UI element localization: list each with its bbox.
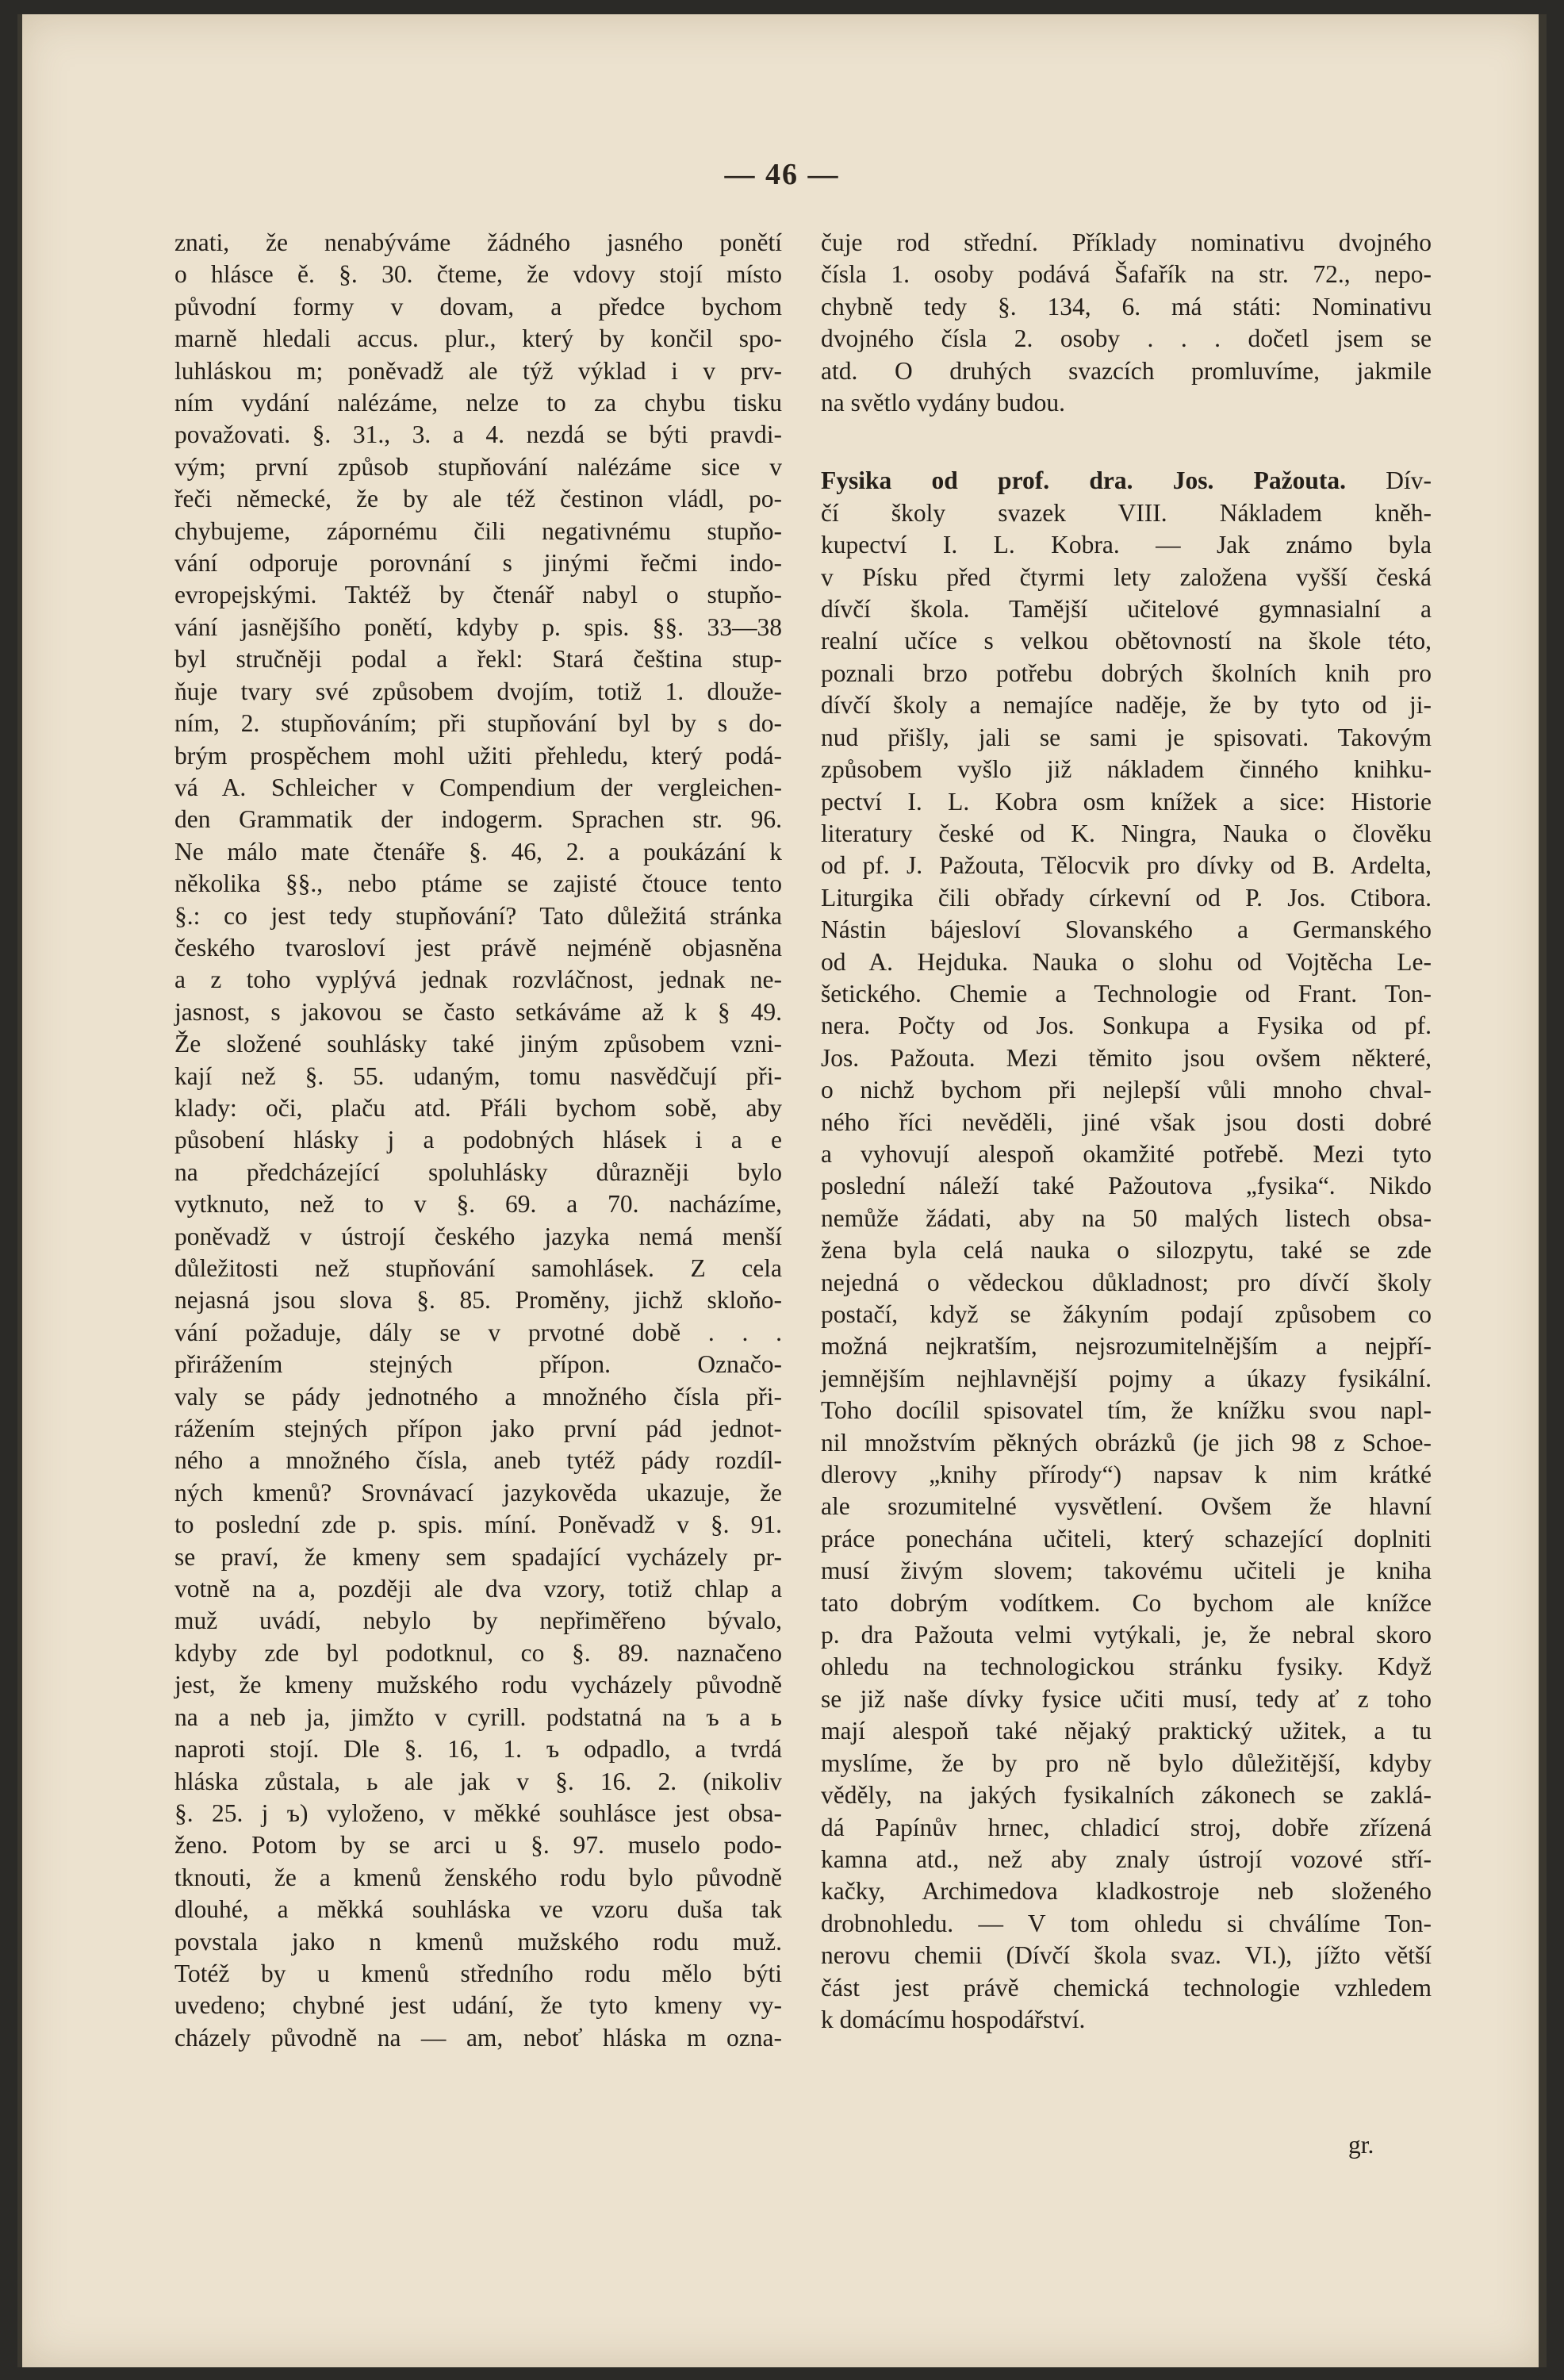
text-line: věděly, na jakých fysikalních zákonech se zaklá- [821,1781,1432,1810]
text-line: realní učíce s velkou obětovností na škole této, [821,627,1432,655]
text-line: kupectví I. L. Kobra. — Jak známo byla [821,531,1432,559]
text-line: část jest právě chemická technologie vzhledem [821,1973,1432,2002]
text-line: práce ponechána učiteli, který schazející doplniti [821,1524,1432,1553]
text-line: nejedná o vědeckou důkladnost; pro dívčí školy [821,1268,1432,1296]
text-line: a vyhovují alespoň okamžité potřebě. Mezi tyto [821,1139,1432,1168]
text-line: o hlásce ě. §. 30. čteme, že vdovy stojí místo [174,260,782,289]
text-line: v Písku před čtyrmi lety založena vyšší česká [821,562,1432,591]
review-continuation [821,227,1432,419]
text-line: nemůže žádati, aby na 50 malých listech obsa- [821,1203,1432,1232]
text-line: na předcházející spoluhlásky důrazněji bylo [174,1157,782,1186]
text-line: vá A. Schleicher v Compendium der vergleichen- [174,773,782,801]
text-line: pectví I. L. Kobra osm knížek a sice: Historie [821,787,1432,816]
text-line: poněvadž v ústrojí českého jazyka nemá menší [174,1222,782,1250]
text-line: kají než §. 55. udaným, tomu nasvědčují při- [174,1061,782,1090]
text-line: kačky, Archimedova kladkostroje neb složeného [821,1877,1432,1906]
text-line: Nástin bájesloví Slovanského a Germanského [821,916,1432,944]
text-line: Liturgika čili obřady církevní od P. Jos. Ctibora. [821,883,1432,912]
text-line: Jos. Pažouta. Mezi těmito jsou ovšem některé, [821,1043,1432,1072]
text-line: §. 25. j ъ) vyloženo, v měkké souhlásce jest obsa- [174,1798,782,1827]
text-line: kdyby zde byl podotknul, co §. 89. naznačeno [174,1638,782,1667]
text-line: Že složené souhlásky také jiným způsobem vzni- [174,1030,782,1058]
text-line: chybně tedy §. 134, 6. má státi: Nominativu [821,292,1432,321]
text-line: šetického. Chemie a Technologie od Frant. Ton- [821,979,1432,1008]
text-line: literatury české od K. Ningra, Nauka o člověku [821,819,1432,847]
text-line: Toho docílil spisovatel tím, že knížku svou napl- [821,1396,1432,1425]
text-line: od A. Hejduka. Nauka o slohu od Vojtěcha Le- [821,947,1432,976]
text-line: znati, že nenabýváme žádného jasného ponětí [174,228,782,256]
text-line: drobnohledu. — V tom ohledu si chválíme Ton- [821,1909,1432,1937]
text-line: působení hlásky j a podobných hlásek i a e [174,1126,782,1154]
text-line: řeči německé, že by ale též čestinon vládl, po- [174,485,782,513]
text-line: naproti stojí. Dle §. 16, 1. ъ odpadlo, a tvrdá [174,1735,782,1764]
page-number: — 46 — [724,158,840,191]
text-line: Totéž by u kmenů středního rodu mělo býti [174,1959,782,1987]
text-line: žena byla celá nauka o silozpytu, také se zde [821,1236,1432,1265]
text-line: poznali brzo potřebu dobrých školních knih pro [821,658,1432,687]
text-line: poslední náleží také Pažoutova „fysika“. Nikdo [821,1172,1432,1200]
left-column [174,227,782,2054]
text-line: vání odporuje porovnání s jinými řečmi indo- [174,549,782,578]
text-line: ohledu na technologickou stránku fysiky. Když [821,1653,1432,1681]
text-line: čí školy svazek VIII. Nákladem kněh- [821,498,1432,527]
review-signature: gr. [1348,2131,1374,2159]
text-line: na světlo vydány budou. [821,389,1065,417]
text-line: dívčí škola. Tamější učitelové gymnasialní a [821,595,1432,624]
text-line: několika §§., nebo ptáme se zajisté čtouce tento [174,869,782,898]
text-line: původní formy v dovam, a předce bychom [174,292,782,321]
text-line: a z toho vyplývá jednak rozvláčnost, jednak ne- [174,965,782,994]
review-heading-tail: Dív- [1346,466,1432,495]
review-heading: Fysika od prof. dra. Jos. Pažouta. [821,466,1346,495]
text-line: ného říci nevěděli, jiné však jsou dosti dobré [821,1107,1432,1136]
text-line: jest, že kmeny mužského rodu vycházely původně [174,1671,782,1699]
text-line: dlouhé, a měkká souhláska ve vzoru duša tak [174,1895,782,1924]
text-line: jemnějším nejhlavnější pojmy a úkazy fysikální. [821,1364,1432,1392]
text-line: přirážením stejných přípon. Označo- [174,1350,782,1379]
text-line: uvedeno; chybné jest udání, že tyto kmeny vy- [174,1991,782,2020]
text-line: povstala jako n kmenů mužského rodu muž. [174,1927,782,1956]
text-line: jasnost, s jakovou se často setkáváme až k § 49. [174,997,782,1026]
text-line: možná nejkratším, nejsrozumitelnějším a nejpří- [821,1332,1432,1361]
text-line: atd. O druhých svazcích promluvíme, jakmile [821,356,1432,385]
text-line: se již naše dívky fysice učiti musí, tedy ať z toho [821,1684,1432,1713]
text-line: mají alespoň také nějaký praktický užitek, a tu [821,1717,1432,1745]
text-line: k domácímu hospodářství. [821,2005,1086,2033]
text-line: ňuje tvary své způsobem dvojím, totiž 1. dlouže- [174,677,782,705]
text-line: musí živým slovem; takovému učiteli je kniha [821,1557,1432,1585]
text-line: votně na a, později ale dva vzory, totiž chlap a [174,1575,782,1603]
text-line: ním vydání nalézáme, nelze to za chybu tisku [174,389,782,417]
section-spacer [821,419,1432,465]
text-line: p. dra Pažouta velmi vytýkali, je, že nebral skoro [821,1621,1432,1649]
text-line: nera. Počty od Jos. Sonkupa a Fysika od pf. [821,1012,1432,1040]
text-line: nil množstvím pěkných obrázků (je jich 98 z Schoe- [821,1428,1432,1457]
text-line: čísla 1. osoby podává Šafařík na str. 72., nepo- [821,260,1432,289]
text-line: valy se pády jednotného a množného čísla při- [174,1382,782,1411]
text-line: považovati. §. 31., 3. a 4. nezdá se býti pravdi- [174,420,782,449]
text-line: dívčí školy a nemajíce naděje, že by tyto od ji- [821,691,1432,720]
text-line: cházely původně na — am, neboť hláska m ozna- [174,2023,782,2052]
scan-edge-right [1539,14,1547,2367]
text-line: na a neb ja, jimžto v cyrill. podstatná na ъ a ь [174,1702,782,1731]
text-line: tato dobrým vodítkem. Co bychom ale knížce [821,1588,1432,1617]
text-line: ného a množného čísla, aneb tytéž pády rozdíl- [174,1446,782,1475]
text-line: rážením stejných přípon jako první pád jednot- [174,1415,782,1443]
text-line: ženo. Potom by se arci u §. 97. muselo podo- [174,1831,782,1860]
text-line: důležitosti než stupňování samohlásek. Z cela [174,1254,782,1282]
text-line: vání požaduje, dály se v prvotné době . . . [174,1318,782,1346]
text-line: dvojného čísla 2. osoby . . . dočetl jsem se [821,324,1432,353]
text-line: ním, 2. stupňováním; při stupňování byl by s do- [174,709,782,738]
text-line: českého tvarosloví jest právě nejméně objasněna [174,933,782,962]
text-line: brým prospěchem mohl užiti přehledu, který podá- [174,741,782,770]
text-line: vytknuto, než to v §. 69. a 70. nacházíme, [174,1190,782,1219]
text-line: nerovu chemii (Dívčí škola svaz. VI.), jížto větší [821,1941,1432,1970]
text-line: ale srozumitelné vysvětlení. Ovšem že hlavní [821,1492,1432,1521]
text-line: ných kmenů? Srovnávací jazykověda ukazuje, že [174,1478,782,1507]
text-line: nejasná jsou slova §. 85. Proměny, jichž skloňo- [174,1286,782,1315]
text-line: tknouti, že a kmenů ženského rodu bylo původně [174,1863,782,1891]
right-column [821,227,1432,2036]
text-line: den Grammatik der indogerm. Sprachen str. 96. [174,805,782,834]
text-line: luhláskou m; poněvadž ale týž výklad i v prv- [174,356,782,385]
text-line: dá Papínův hrnec, chladicí stroj, dobře zřízená [821,1813,1432,1841]
text-line: byl stručněji podal a řekl: Stará čeština stup- [174,645,782,674]
text-line: o nichž bychom při nejlepší vůli mnoho chval- [821,1076,1432,1104]
text-line: §.: co jest tedy stupňování? Tato důležitá stránka [174,901,782,930]
text-line: způsobem vyšlo již nákladem činného knihku- [821,755,1432,784]
text-line: čuje rod střední. Příklady nominativu dvojného [821,228,1432,256]
text-line: myslíme, že by pro ně bylo důležitější, kdyby [821,1749,1432,1777]
text-line: klady: oči, plaču atd. Přáli bychom sobě, aby [174,1093,782,1122]
text-line: evropejskými. Taktéž by čtenář nabyl o stupňo- [174,581,782,609]
text-line: vání jasnějšího ponětí, kdyby p. spis. §§. 33—38 [174,612,782,641]
text-line: to poslední zde p. spis. míní. Poněvadž v §. 91. [174,1511,782,1539]
text-line: se praví, že kmeny sem spadající vycházely pr- [174,1542,782,1571]
text-line: Ne málo mate čtenáře §. 46, 2. a poukázání k [174,837,782,866]
review-body [821,497,1432,2036]
text-line: muž uvádí, nebylo by nepřiměřeno bývalo, [174,1606,782,1635]
scan-edge-left [17,14,22,2367]
text-line: od pf. J. Pažouta, Tělocvik pro dívky od B. Ardelta, [821,851,1432,880]
text-line: postačí, když se žákyním podají způsobem co [821,1300,1432,1328]
text-line: vým; první způsob stupňování nalézáme sice v [174,452,782,481]
text-line: chybujeme, zápornému čili negativnému stupňo- [174,516,782,545]
text-line: dlerovy „knihy přírody“) napsav k nim krátké [821,1461,1432,1489]
text-line: marně hledali accus. plur., který by končil spo- [174,324,782,353]
text-line: nud přišly, jali se sami je spisovati. Takovým [821,723,1432,751]
text-line: kamna atd., než aby znaly ústrojí vozové stří- [821,1844,1432,1873]
text-line: hláska zůstala, ь ale jak v §. 16. 2. (nikoliv [174,1767,782,1795]
